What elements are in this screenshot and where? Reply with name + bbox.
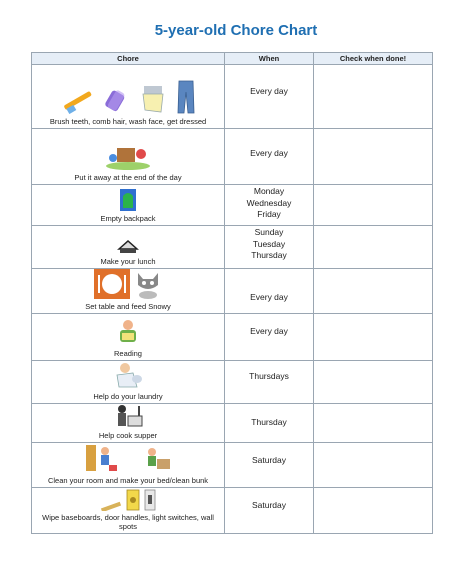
child-making-bed-icon [143,445,171,473]
chore-label: Help do your laundry [93,392,163,401]
table-row [32,404,433,443]
chore-cell [32,404,225,443]
cooking-icon [112,404,144,428]
table-row [32,361,433,404]
table-row [32,65,433,129]
check-cell[interactable] [314,65,433,129]
when-cell: Monday Wednesday Friday [225,185,314,226]
cat-icon [134,269,162,299]
header-when: When [225,53,314,65]
when-cell: Sunday Tuesday Thursday [225,226,314,269]
when-cell: Thursdays [225,361,314,404]
chore-cell [32,269,225,314]
toy-box-icon [103,136,153,170]
check-cell[interactable] [314,488,433,534]
when-cell: Every day [225,269,314,314]
chore-label: Empty backpack [100,214,156,223]
lunch-sandwich-icon [117,237,139,255]
chore-cell [32,185,225,226]
toothbrush-icon [61,88,95,114]
check-cell[interactable] [314,404,433,443]
chore-label: Reading [114,349,142,358]
chore-cell [32,488,225,534]
jeans-icon [176,80,196,114]
baseboard-icon [100,493,122,511]
when-cell: Every day [225,314,314,361]
chore-label: Clean your room and make your bed/clean bunk [47,476,209,485]
table-row [32,129,433,185]
child-reading-icon [114,318,142,346]
chore-cell [32,443,225,488]
check-cell[interactable] [314,129,433,185]
check-cell[interactable] [314,314,433,361]
chore-table [31,52,433,534]
chore-cell [32,65,225,129]
table-row [32,443,433,488]
header-chore: Chore [32,53,225,65]
light-switch-icon [144,489,156,511]
table-row [32,185,433,226]
chore-label: Put it away at the end of the day [74,173,182,182]
check-cell[interactable] [314,269,433,314]
when-cell: Saturday [225,488,314,534]
chore-cell [32,129,225,185]
comb-icon [104,88,130,114]
chore-label: Make your lunch [100,257,156,266]
when-cell: Saturday [225,443,314,488]
place-setting-icon [94,269,130,299]
table-row [32,314,433,361]
table-row [32,226,433,269]
when-cell: Thursday [225,404,314,443]
table-row [32,488,433,534]
backpack-icon [119,188,137,212]
check-cell[interactable] [314,443,433,488]
header-row [32,53,433,65]
chore-label: Set table and feed Snowy [85,302,171,311]
chore-label: Brush teeth, comb hair, wash face, get dressed [49,117,207,126]
when-cell: Every day [225,65,314,129]
chore-cell [32,226,225,269]
chore-label: Help cook supper [98,431,158,440]
laundry-icon [113,361,143,389]
when-cell: Every day [225,129,314,185]
chore-label: Wipe baseboards, door handles, light switches, wall spots [42,513,214,531]
table-row [32,269,433,314]
header-check: Check when done! [314,53,433,65]
door-handle-icon [126,489,140,511]
check-cell[interactable] [314,185,433,226]
chore-cell [32,361,225,404]
child-cleaning-icon [85,443,119,473]
check-cell[interactable] [314,226,433,269]
washcloth-icon [139,84,167,114]
check-cell[interactable] [314,361,433,404]
chore-cell [32,314,225,361]
page-title: 5-year-old Chore Chart [154,22,318,39]
